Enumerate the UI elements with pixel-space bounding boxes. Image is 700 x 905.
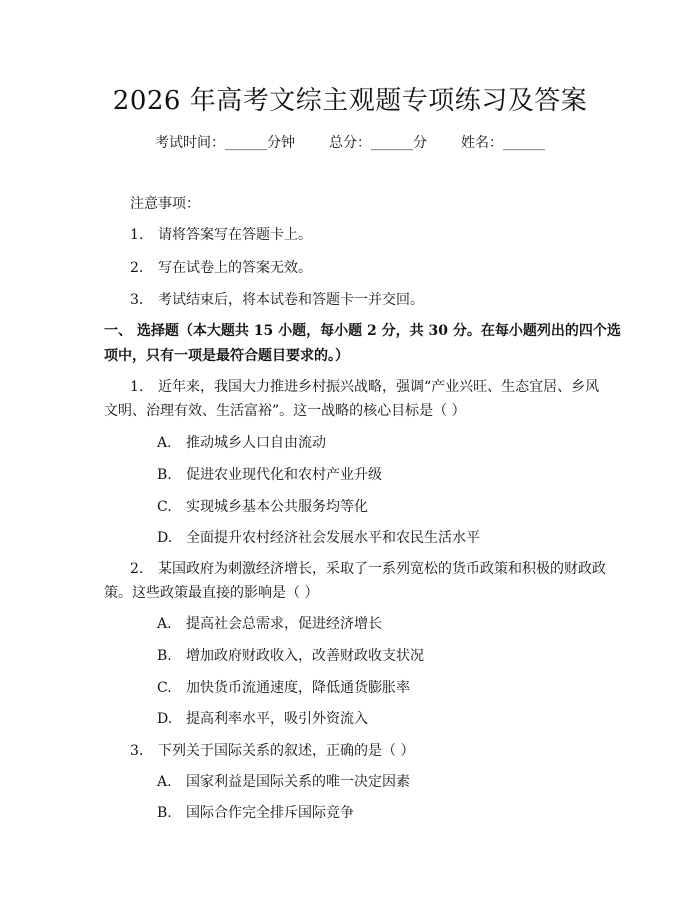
question-stem-text: 下列关于国际关系的叙述，正确的是（ ） (158, 743, 415, 759)
notice-item (130, 289, 424, 309)
option-label: D. (157, 711, 173, 727)
option-text: 提高利率水平，吸引外资流入 (186, 711, 368, 727)
notice-heading: 注意事项： (130, 196, 200, 212)
option-text: 国家利益是国际关系的唯一决定因素 (186, 774, 410, 790)
option-label: A. (157, 435, 172, 451)
option-text: 推动城乡人口自由流动 (186, 435, 326, 451)
section-heading-line-1: 一、 选择题（本大题共 15 小题，每小题 2 分，共 30 分。在每小题列出的四个选 (104, 323, 621, 339)
answer-option (157, 432, 326, 452)
question-number: 3. (130, 743, 144, 759)
option-text: 国际合作完全排斥国际竞争 (186, 805, 354, 821)
exam-meta-line (0, 132, 700, 152)
name-label: 姓名：______ (461, 135, 545, 151)
notice-item-number: 1. (130, 227, 144, 243)
answer-option (157, 771, 410, 791)
option-text: 实现城乡基本公共服务均等化 (186, 499, 368, 515)
notice-item-text: 考试结束后，将本试卷和答题卡一并交回。 (158, 292, 424, 308)
option-label: B. (157, 648, 172, 664)
option-label: D. (157, 530, 173, 546)
exam-time-label: 考试时间：______分钟 (155, 135, 295, 151)
question-number: 1. (130, 379, 144, 395)
answer-option (157, 645, 424, 665)
answer-option (157, 708, 368, 728)
option-text: 增加政府财政收入，改善财政收支状况 (186, 648, 424, 664)
option-label: B. (157, 805, 172, 821)
notice-item-text: 请将答案写在答题卡上。 (158, 227, 312, 243)
answer-option (157, 527, 480, 547)
total-score-label: 总分：______分 (329, 135, 427, 151)
answer-option (157, 802, 354, 822)
question-stem-line-2: 文明、治理有效、生活富裕”。这一战略的核心目标是（ ） (104, 403, 466, 419)
option-label: C. (157, 499, 172, 515)
question-stem-text: 某国政府为刺激经济增长，采取了一系列宽松的货币政策和积极的财政政 (158, 561, 606, 577)
question-stem-line-1 (130, 740, 414, 760)
question-stem-line-1 (130, 376, 599, 396)
question-stem-line-1 (130, 558, 606, 578)
option-label: A. (157, 616, 172, 632)
question-stem-text: 近年来，我国大力推进乡村振兴战略，强调“产业兴旺、生态宜居、乡风 (158, 379, 600, 395)
notice-item (130, 224, 312, 244)
option-text: 全面提升农村经济社会发展水平和农民生活水平 (186, 530, 480, 546)
question-stem-line-2: 策。这些政策最直接的影响是（ ） (104, 585, 319, 601)
question-number: 2. (130, 561, 144, 577)
section-heading-line-2: 项中，只有一项是最符合题目要求的。） (104, 348, 349, 364)
answer-option (157, 613, 382, 633)
notice-item-number: 3. (130, 292, 144, 308)
option-text: 提高社会总需求，促进经济增长 (186, 616, 382, 632)
option-text: 加快货币流通速度，降低通货膨胀率 (186, 680, 410, 696)
option-text: 促进农业现代化和农村产业升级 (186, 467, 382, 483)
option-label: A. (157, 774, 172, 790)
notice-item-number: 2. (130, 260, 144, 276)
notice-item (130, 257, 312, 277)
notice-item-text: 写在试卷上的答案无效。 (158, 260, 312, 276)
answer-option (157, 496, 368, 516)
option-label: B. (157, 467, 172, 483)
answer-option (157, 464, 382, 484)
answer-option (157, 677, 410, 697)
option-label: C. (157, 680, 172, 696)
page-title: 2026 年高考文综主观题专项练习及答案 (112, 86, 588, 116)
